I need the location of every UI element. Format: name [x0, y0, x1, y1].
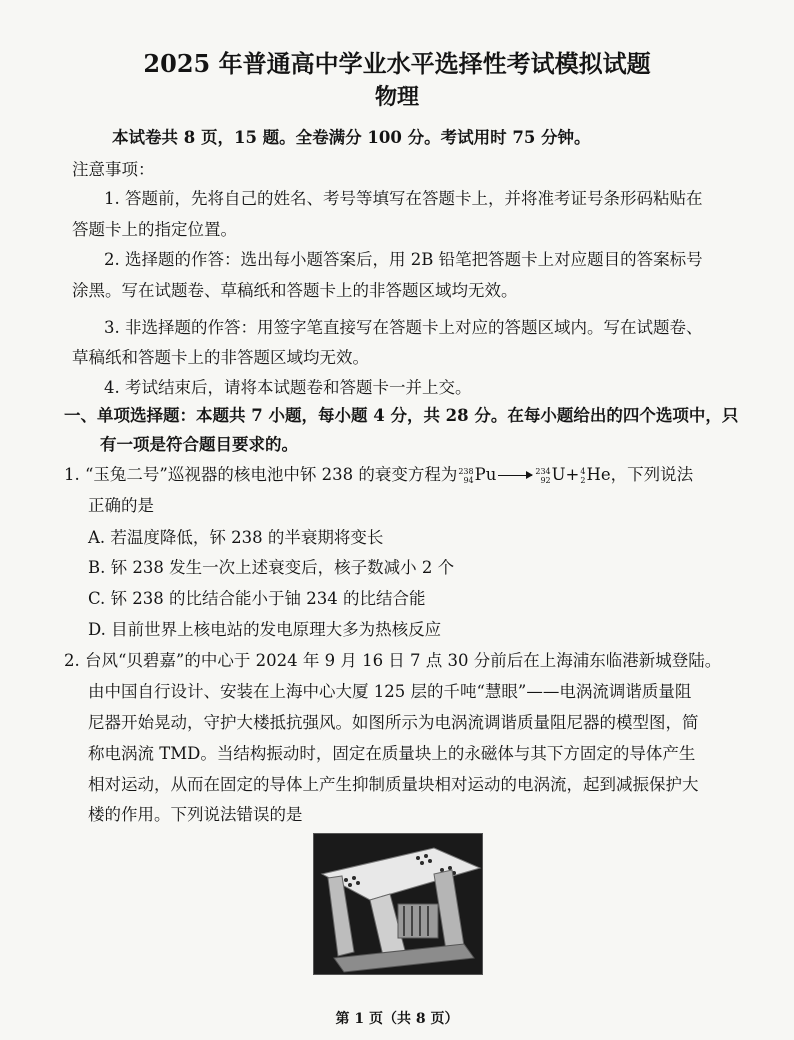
pu-nuclide-indices: 238 94 [458, 466, 474, 485]
tmd-model-photo [313, 833, 483, 975]
pu-symbol: Pu [474, 465, 497, 484]
intro-text: 本试卷共 8 页，15 题。全卷满分 100 分。考试用时 75 分钟。 [112, 128, 591, 147]
he-symbol: He，下列说法 [586, 465, 694, 484]
u-nuclide-indices: 234 92 [535, 466, 551, 485]
q2-stem: 楼的作用。下列说法错误的是 [88, 805, 303, 824]
u-symbol: U+ [551, 465, 580, 484]
q1-option: C. 钚 238 的比结合能小于铀 234 的比结合能 [88, 589, 426, 608]
section-heading: 一、单项选择题：本题共 7 小题，每小题 4 分，共 28 分。在每小题给出的四个选项中，只 [64, 406, 739, 425]
notice-line: 1. 答题前，先将自己的姓名、考号等填写在答题卡上，并将准考证号条形码粘贴在 [104, 189, 703, 208]
q1-stem-prefix: 1. “玉兔二号”巡视器的核电池中钚 238 的衰变方程为 [64, 465, 458, 484]
exam-title: 2025 年普通高中学业水平选择性考试模拟试题 [143, 49, 651, 78]
q1-option: B. 钚 238 发生一次上述衰变后，核子数减小 2 个 [88, 558, 455, 577]
q1-stem [64, 465, 734, 485]
q1-stem-cont: 正确的是 [88, 496, 154, 515]
page-footer: 第 1 页（共 8 页） [335, 1011, 459, 1027]
section-heading-cont: 有一项是符合题目要求的。 [100, 435, 298, 454]
q1-option: D. 目前世界上核电站的发电原理大多为热核反应 [88, 620, 442, 639]
q2-stem: 尼器开始晃动，守护大楼抵抗强风。如图所示为电涡流调谐质量阻尼器的模型图，简 [88, 713, 699, 732]
reaction-arrow-icon [498, 475, 532, 476]
notice-line: 草稿纸和答题卡上的非答题区域均无效。 [72, 348, 369, 367]
tmd-model-illustration [314, 834, 482, 974]
notice-line: 3. 非选择题的作答：用签字笔直接写在答题卡上对应的答题区域内。写在试题卷、 [104, 318, 703, 337]
subject-title: 物理 [374, 84, 419, 110]
he-nuclide-indices: 4 2 [580, 466, 586, 485]
notice-line: 涂黑。写在试题卷、草稿纸和答题卡上的非答题区域均无效。 [72, 281, 518, 300]
q2-stem: 由中国自行设计、安装在上海中心大厦 125 层的千吨“慧眼”——电涡流调谐质量阻 [88, 682, 692, 701]
q2-stem: 2. 台风“贝碧嘉”的中心于 2024 年 9 月 16 日 7 点 30 分前后在上海浦东临港新城登陆。 [64, 651, 722, 670]
notice-line: 4. 考试结束后，请将本试题卷和答题卡一并上交。 [104, 378, 472, 397]
notice-line: 2. 选择题的作答：选出每小题答案后，用 2B 铅笔把答题卡上对应题目的答案标号 [104, 250, 703, 269]
notice-line: 答题卡上的指定位置。 [72, 220, 237, 239]
q1-option: A. 若温度降低，钚 238 的半衰期将变长 [88, 528, 384, 547]
q2-stem: 称电涡流 TMD。当结构振动时，固定在质量块上的永磁体与其下方固定的导体产生 [88, 744, 696, 763]
notice-heading: 注意事项： [72, 160, 155, 179]
q2-stem: 相对运动，从而在固定的导体上产生抑制质量块相对运动的电涡流，起到减振保护大 [88, 775, 699, 794]
